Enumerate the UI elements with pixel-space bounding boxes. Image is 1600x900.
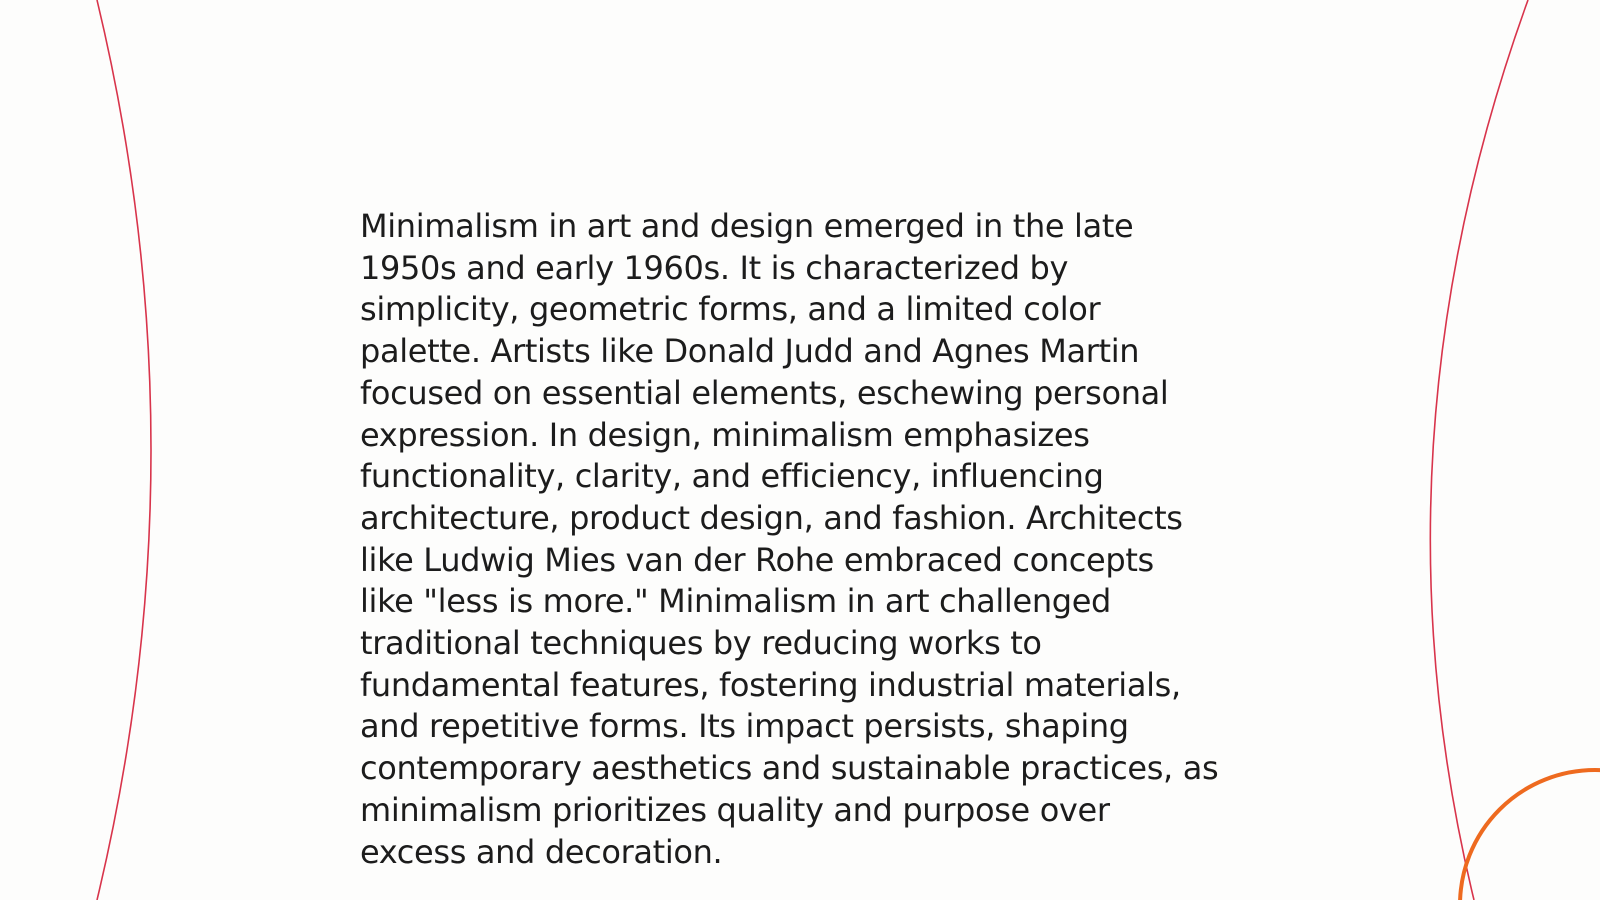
paragraph-line: traditional techniques by reducing works to [360,624,1042,663]
body-paragraph [360,206,1260,873]
orange-circle-outline [1460,770,1600,900]
paragraph-line: fundamental features, fostering industrial materials, [360,665,1181,704]
paragraph-line: like Ludwig Mies van der Rohe embraced concepts [360,540,1154,579]
left-arc-line [97,0,151,900]
paragraph-line: focused on essential elements, eschewing personal [360,373,1169,412]
paragraph-line: contemporary aesthetics and sustainable practices, as [360,749,1219,788]
paragraph-line: 1950s and early 1960s. It is characterized by [360,248,1069,287]
right-arc-line [1430,0,1528,900]
paragraph-line: expression. In design, minimalism emphasizes [360,415,1090,454]
paragraph-line: excess and decoration. [360,832,723,871]
paragraph-line: architecture, product design, and fashion. Architects [360,498,1183,537]
paragraph-line: palette. Artists like Donald Judd and Agnes Martin [360,332,1140,371]
paragraph-line: functionality, clarity, and efficiency, influencing [360,457,1104,496]
paragraph-line: minimalism prioritizes quality and purpose over [360,790,1110,829]
paragraph-line: like "less is more." Minimalism in art challenged [360,582,1112,621]
paragraph-line: simplicity, geometric forms, and a limited color [360,290,1101,329]
paragraph-line: and repetitive forms. Its impact persists, shaping [360,707,1129,746]
paragraph-line: Minimalism in art and design emerged in the late [360,207,1134,245]
